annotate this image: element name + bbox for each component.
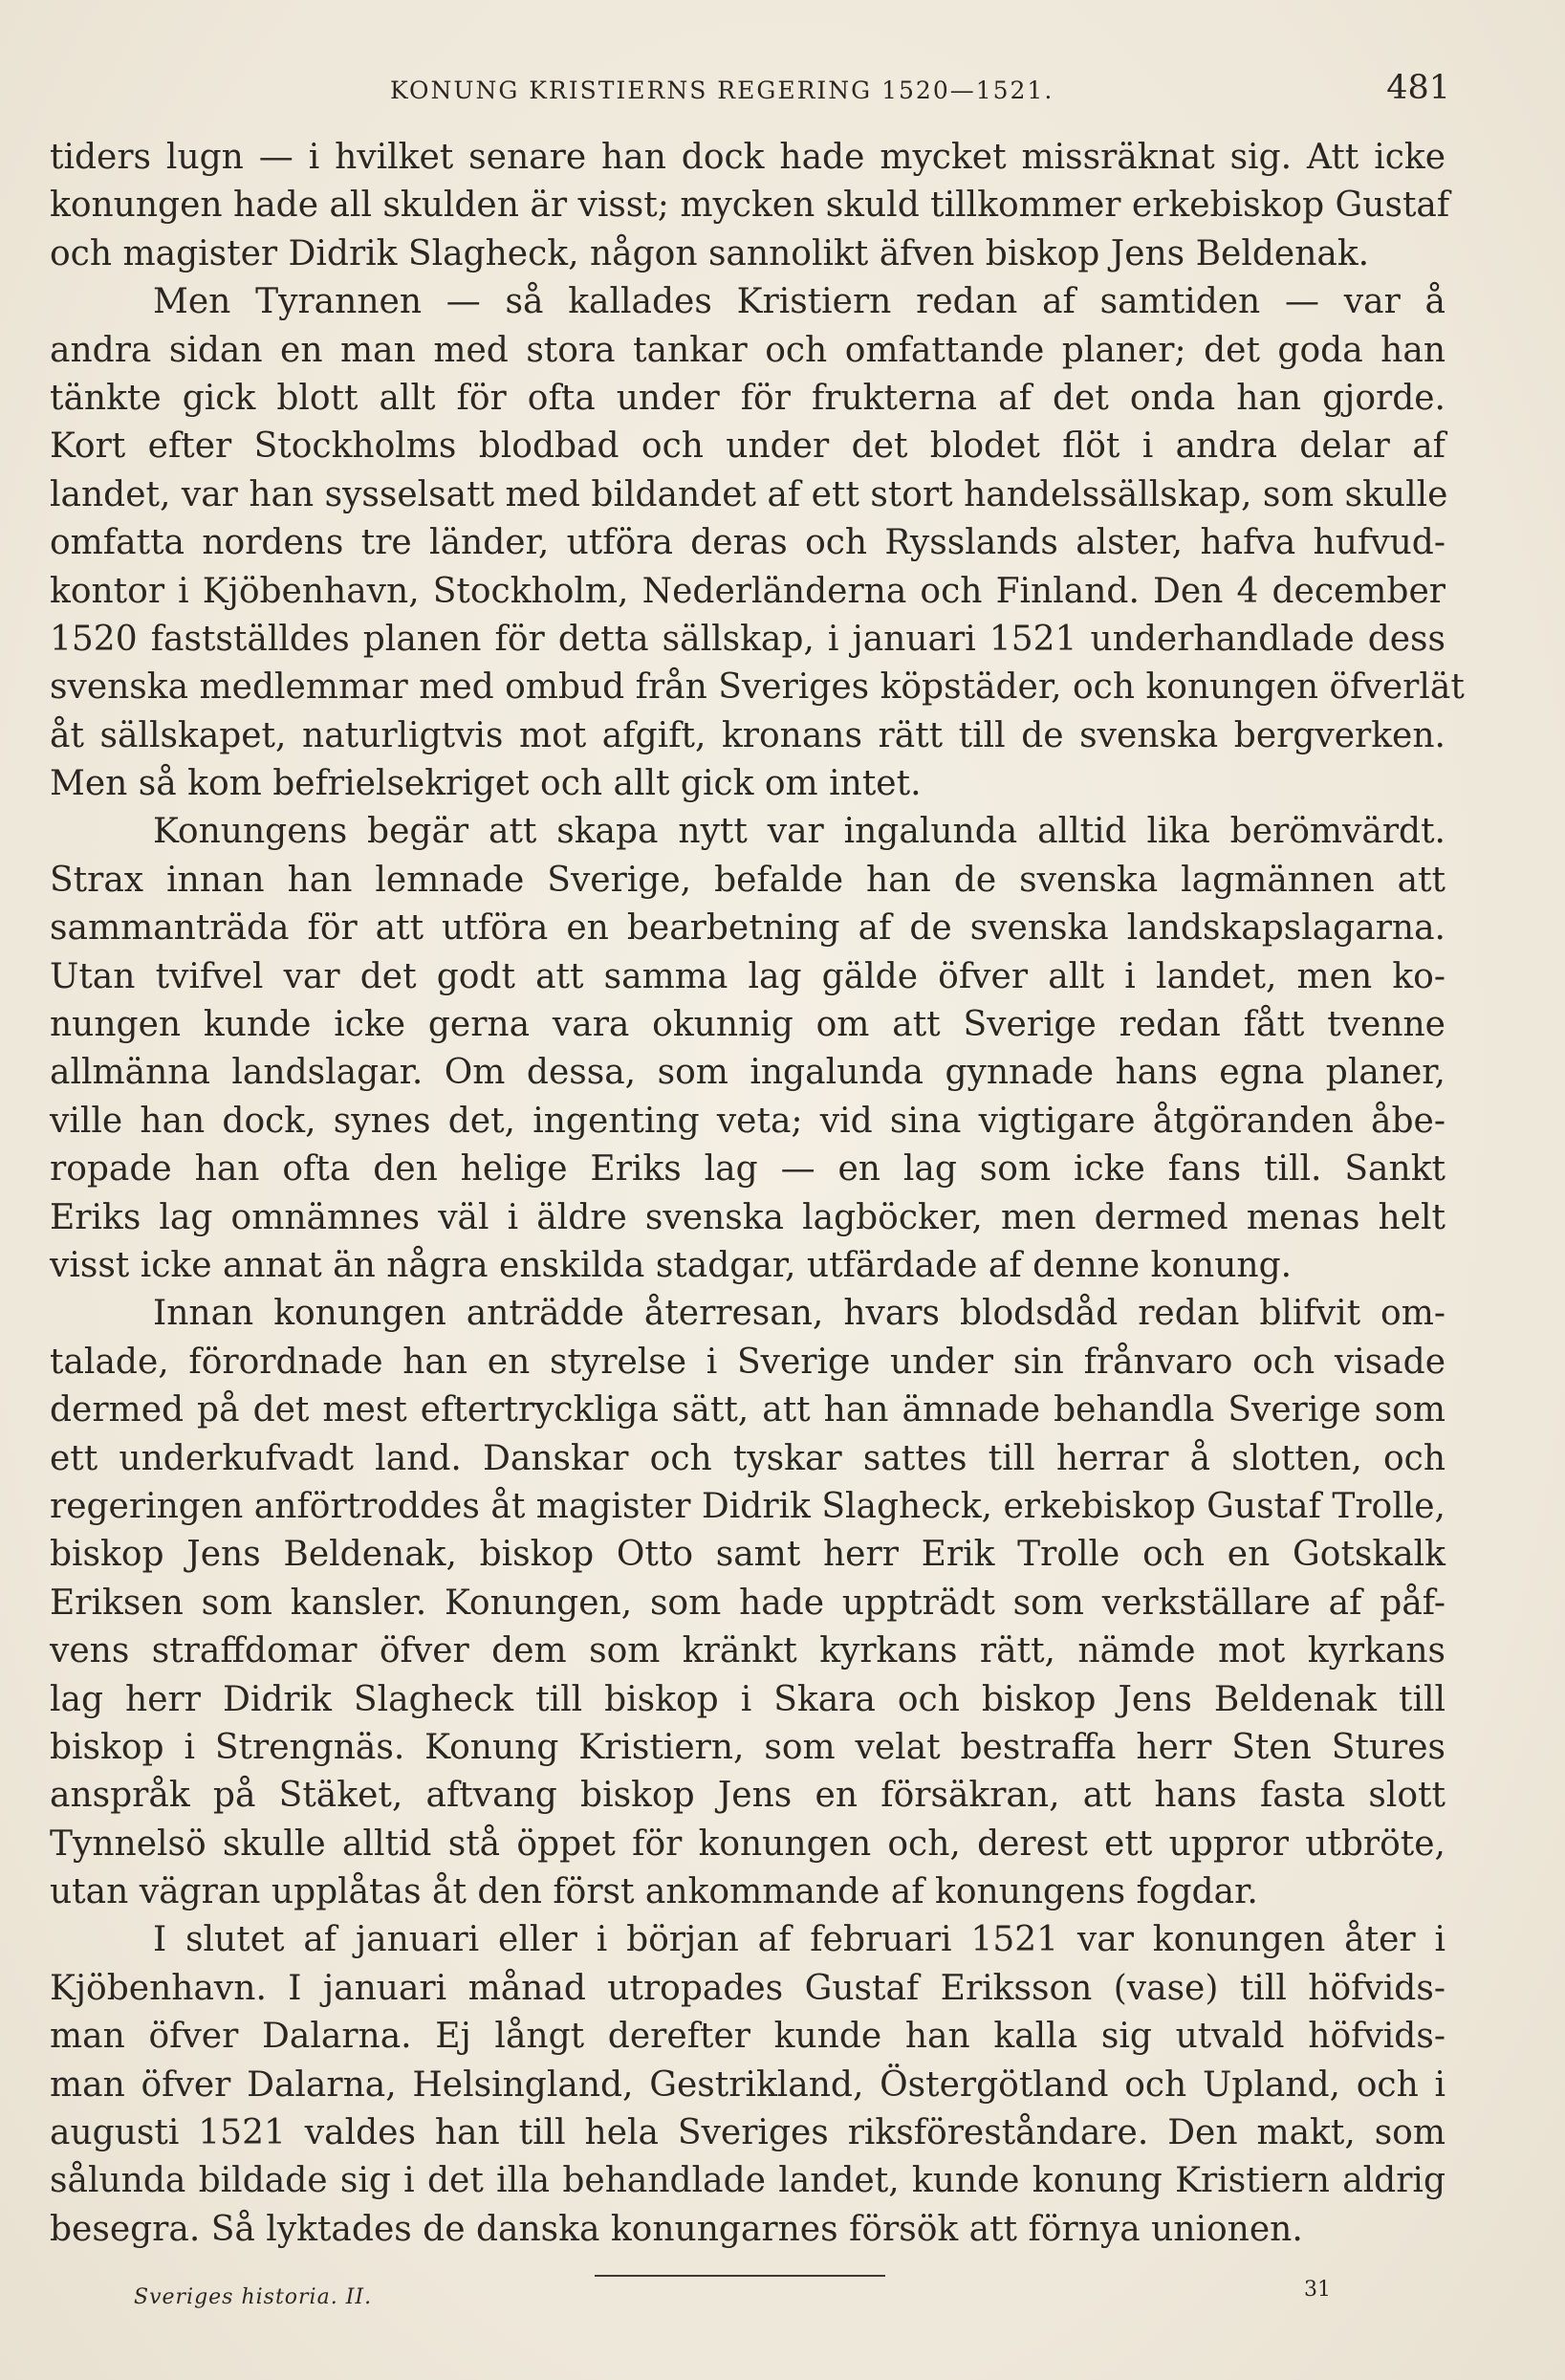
text-line: konungen hade all skulden är visst; mycken skuld tillkommer erkebiskop Gustaf	[50, 186, 1450, 226]
text-line: och magister Didrik Slagheck, någon sannolikt äfven biskop Jens Beldenak.	[50, 233, 1370, 273]
text-line: Kort efter Stockholms blodbad och under det blodet flöt i andra delar af	[50, 426, 1445, 467]
text-line: besegra. Så lyktades de danska konungarnes försök att förnya unionen.	[50, 2209, 1303, 2249]
text-line: kontor i Kjöbenhavn, Stockholm, Nederländerna och Finland. Den 4 december	[50, 571, 1445, 611]
text-line: landet, var han sysselsatt med bildandet af ett stort handelssällskap, som skulle	[50, 474, 1448, 514]
text-line: omfatta nordens tre länder, utföra deras och Rysslands alster, hafva hufvud-	[50, 523, 1445, 563]
text-line: Innan konungen anträdde återresan, hvars blodsdåd redan blifvit om-	[153, 1294, 1445, 1334]
text-line: I slutet af januari eller i början af februari 1521 var konungen åter i	[153, 1920, 1445, 1960]
running-head	[50, 69, 1450, 117]
text-line: sålunda bildade sig i det illa behandlade landet, kunde konung Kristiern aldrig	[50, 2161, 1445, 2201]
text-line: ett underkufvadt land. Danskar och tyskar sattes till herrar å slotten, och	[50, 1438, 1445, 1478]
text-line: vens straffdomar öfver dem som kränkt kyrkans rätt, nämde mot kyrkans	[50, 1631, 1445, 1671]
text-line: tiders lugn — i hvilket senare han dock hade mycket missräknat sig. Att icke	[50, 138, 1445, 177]
text-line: allmänna landslagar. Om dessa, som ingalunda gynnade hans egna planer,	[50, 1053, 1445, 1093]
text-line: man öfver Dalarna, Helsingland, Gestrikland, Östergötland och Upland, och i	[50, 2064, 1445, 2105]
text-line: Eriks lag omnämnes väl i äldre svenska lagböcker, men dermed menas helt	[50, 1197, 1445, 1237]
footer-rule	[595, 2275, 885, 2277]
text-line: augusti 1521 valdes han till hela Sveriges riksföreståndare. Den makt, som	[50, 2113, 1445, 2153]
text-line: man öfver Dalarna. Ej långt derefter kunde han kalla sig utvald höfvids-	[50, 2017, 1445, 2057]
text-line: Men Tyrannen — så kallades Kristiern redan af samtiden — var å	[153, 282, 1445, 322]
text-line: andra sidan en man med stora tankar och omfattande planer; det goda han	[50, 330, 1445, 370]
text-line: sammanträda för att utföra en bearbetning af de svenska landskapslagarna.	[50, 908, 1445, 949]
text-line: biskop i Strengnäs. Konung Kristiern, som velat bestraffa herr Sten Stures	[50, 1727, 1445, 1767]
text-line: Strax innan han lemnade Sverige, befalde han de svenska lagmännen att	[50, 860, 1445, 900]
text-line: Men så kom befrielsekriget och allt gick om intet.	[50, 764, 922, 804]
signature-mark: Sveriges historia. II.	[134, 2285, 373, 2309]
text-line: anspråk på Stäket, aftvang biskop Jens en försäkran, att hans fasta slott	[50, 1776, 1445, 1816]
text-line: talade, förordnade han en styrelse i Sverige under sin frånvaro och visade	[50, 1342, 1445, 1382]
text-line: Kjöbenhavn. I januari månad utropades Gustaf Eriksson (vase) till höfvids-	[50, 1968, 1445, 2008]
text-line: nungen kunde icke gerna vara okunnig om att Sverige redan fått tvenne	[50, 1005, 1445, 1045]
text-line: visst icke annat än några enskilda stadgar, utfärdade af denne konung.	[50, 1245, 1293, 1285]
text-line: Utan tvifvel var det godt att samma lag gälde öfver allt i landet, men ko-	[50, 956, 1445, 996]
text-line: svenska medlemmar med ombud från Sveriges köpstäder, och konungen öfverlät	[50, 667, 1465, 708]
text-line: Konungens begär att skapa nytt var ingalunda alltid lika berömvärdt.	[153, 812, 1445, 852]
body-text	[50, 134, 1465, 2254]
text-line: utan vägran upplåtas åt den först ankommande af konungens fogdar.	[50, 1872, 1258, 1912]
sheet-number: 31	[1304, 2278, 1331, 2302]
text-line: dermed på det mest eftertryckliga sätt, att han ämnade behandla Sverige som	[50, 1390, 1445, 1430]
text-line: biskop Jens Beldenak, biskop Otto samt herr Erik Trolle och en Gotskalk	[50, 1535, 1445, 1575]
text-line: ville han dock, synes det, ingenting veta; vid sina vigtigare åtgöranden åbe-	[50, 1101, 1445, 1141]
text-line: regeringen anförtroddes åt magister Didrik Slagheck, erkebiskop Gustaf Trolle,	[50, 1486, 1445, 1526]
page-number: 481	[1386, 69, 1450, 107]
text-line: tänkte gick blott allt för ofta under för frukterna af det onda han gjorde.	[50, 378, 1445, 418]
text-line: 1520 fastställdes planen för detta sällskap, i januari 1521 underhandlade dess	[50, 619, 1445, 659]
text-line: ropade han ofta den helige Eriks lag — en lag som icke fans till. Sankt	[50, 1149, 1445, 1190]
text-line: lag herr Didrik Slagheck till biskop i Skara och biskop Jens Beldenak till	[50, 1679, 1445, 1719]
running-title: KONUNG KRISTIERNS REGERING 1520—1521.	[390, 76, 1054, 104]
text-line: åt sällskapet, naturligtvis mot afgift, kronans rätt till de svenska bergverken.	[50, 715, 1445, 755]
text-line: Tynnelsö skulle alltid stå öppet för konungen och, derest ett uppror utbröte,	[50, 1823, 1445, 1864]
text-line: Eriksen som kansler. Konungen, som hade uppträdt som verkställare af påf-	[50, 1583, 1445, 1623]
